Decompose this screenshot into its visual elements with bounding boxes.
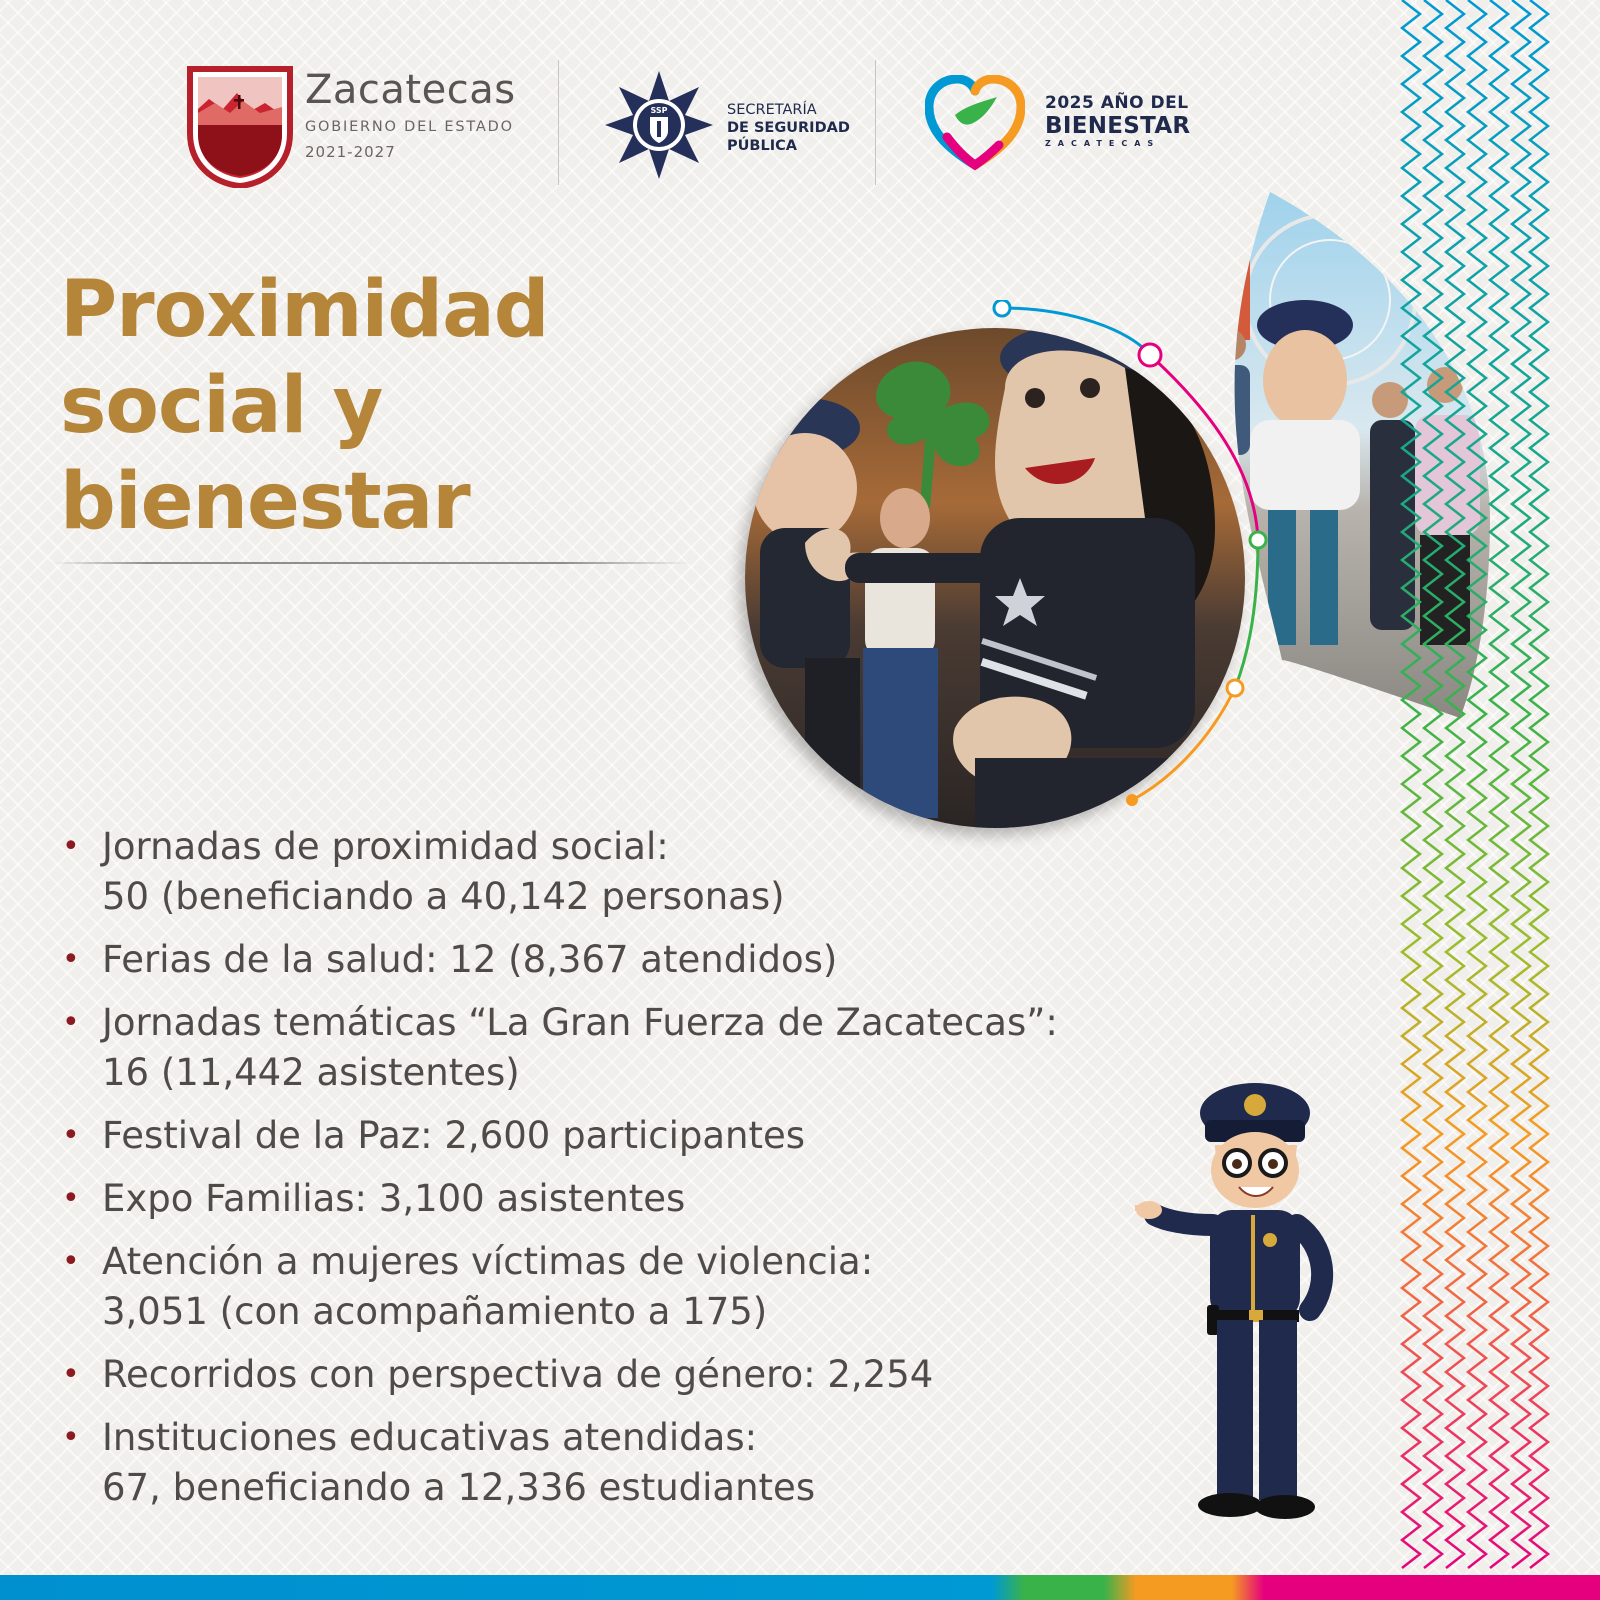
title-line-2: social y (60, 361, 383, 451)
bienestar-line-2: BIENESTAR (1045, 113, 1191, 139)
bullet-marker: • (62, 1244, 80, 1279)
list-item-line-2: 50 (beneficiando a 40,142 personas) (102, 875, 785, 918)
ssp-badge-text: SSP (650, 106, 668, 115)
bullet-marker: • (62, 1005, 80, 1040)
list-item-line-1: Jornadas de proximidad social: (102, 825, 669, 868)
title-line-1: Proximidad (60, 265, 549, 355)
bullet-marker: • (62, 942, 80, 977)
ssp-line-1: SECRETARÍA (727, 102, 817, 118)
list-item (62, 1350, 1182, 1400)
bullet-marker: • (62, 829, 80, 864)
list-item (62, 935, 1182, 985)
decorative-arc (740, 300, 1300, 830)
list-item-line-1: Festival de la Paz: 2,600 participantes (102, 1114, 806, 1157)
list-item-line-2: 16 (11,442 asistentes) (102, 1051, 520, 1094)
list-item (62, 822, 1182, 922)
bullet-marker: • (62, 1118, 80, 1153)
list-item-line-1: Atención a mujeres víctimas de violencia: (102, 1240, 874, 1283)
stats-list (62, 822, 1182, 1526)
ssp-star-badge-logo (603, 69, 715, 181)
list-item-line-2: 67, beneficiando a 12,336 estudiantes (102, 1466, 816, 1509)
police-mascot-illustration (1135, 1075, 1365, 1535)
bullet-marker: • (62, 1420, 80, 1455)
bienestar-line-3: ZACATECAS (1045, 139, 1161, 148)
zacatecas-subtitle: GOBIERNO DEL ESTADO (305, 119, 514, 135)
zacatecas-shield-logo (185, 63, 295, 188)
list-item (62, 1413, 1182, 1513)
header (185, 55, 1235, 190)
list-item (62, 1174, 1182, 1224)
ssp-line-3: PÚBLICA (727, 138, 797, 154)
bienestar-wordmark (1045, 93, 1190, 148)
header-divider (875, 60, 876, 185)
zacatecas-wordmark (305, 67, 516, 161)
page-title (60, 262, 549, 550)
ssp-wordmark (727, 101, 850, 155)
bullet-marker: • (62, 1357, 80, 1392)
list-item-line-1: Recorridos con perspectiva de género: 2,254 (102, 1353, 934, 1396)
title-line-3: bienestar (60, 457, 470, 547)
list-item-line-1: Jornadas temáticas “La Gran Fuerza de Zacatecas”: (102, 1001, 1058, 1044)
header-divider (558, 60, 559, 185)
list-item-line-1: Ferias de la salud: 12 (8,367 atendidos) (102, 938, 838, 981)
bottom-color-bar (0, 1575, 1600, 1600)
zacatecas-name: Zacatecas (305, 67, 516, 113)
list-item-line-1: Expo Familias: 3,100 asistentes (102, 1177, 686, 1220)
list-item (62, 1237, 1182, 1337)
bienestar-heart-dove-logo (925, 75, 1025, 171)
list-item (62, 998, 1182, 1098)
ssp-line-2: DE SEGURIDAD (727, 120, 850, 136)
list-item-line-2: 3,051 (con acompañamiento a 175) (102, 1290, 768, 1333)
list-item-line-1: Instituciones educativas atendidas: (102, 1416, 758, 1459)
zigzag-color-stripe (1392, 0, 1552, 1575)
title-underline (52, 562, 692, 564)
list-item (62, 1111, 1182, 1161)
bienestar-line-1: 2025 AÑO DEL (1045, 93, 1189, 113)
zacatecas-years: 2021-2027 (305, 143, 396, 161)
bullet-marker: • (62, 1181, 80, 1216)
